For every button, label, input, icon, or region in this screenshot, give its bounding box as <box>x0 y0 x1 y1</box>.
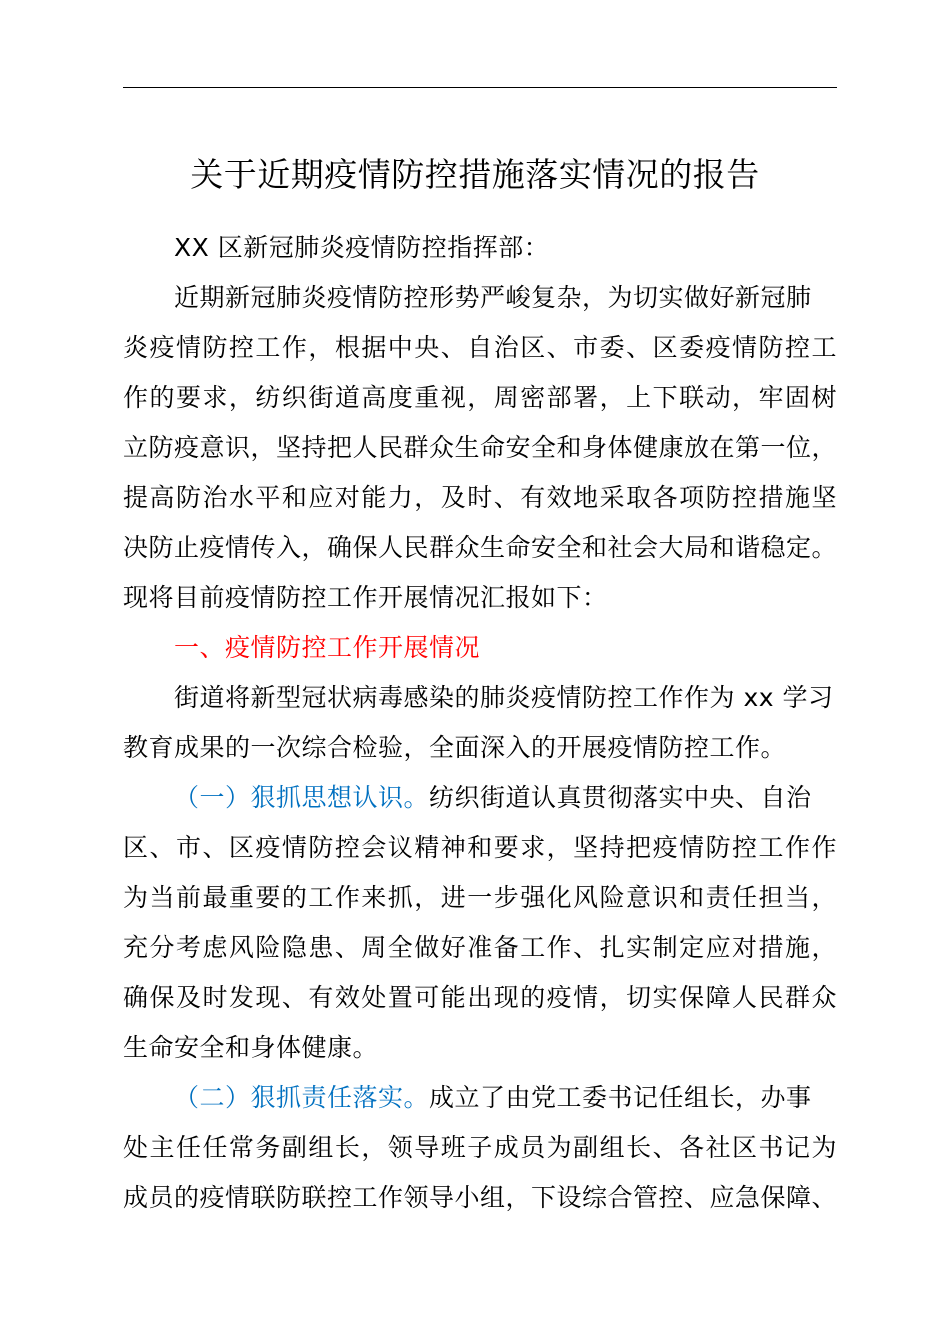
intro-line: 近期新冠肺炎疫情防控形势严峻复杂，为切实做好新冠肺 <box>174 283 812 312</box>
intro-line: 现将目前疫情防控工作开展情况汇报如下： <box>123 583 608 612</box>
subsection-line: 确保及时发现、有效处置可能出现的疫情，切实保障人民群众 <box>123 983 837 1012</box>
intro-line: 作的要求，纺织街道高度重视，周密部署，上下联动，牢固树 <box>123 383 837 412</box>
subsection-first-line <box>174 1080 812 1116</box>
subsection-line: 生命安全和身体健康。 <box>123 1033 379 1062</box>
subsection-line: 处主任任常务副组长，领导班子成员为副组长、各社区书记为 <box>123 1133 837 1162</box>
subsection-line: 为当前最重要的工作来抓，进一步强化风险意识和责任担当， <box>123 883 837 912</box>
intro-line: 炎疫情防控工作，根据中央、自治区、市委、区委疫情防控工 <box>123 333 837 362</box>
intro-line: 立防疫意识，坚持把人民群众生命安全和身体健康放在第一位， <box>123 433 838 462</box>
section-line: 街道将新型冠状病毒感染的肺炎疫情防控工作作为 xx 学习 <box>174 683 834 712</box>
intro-line: 决防止疫情传入，确保人民群众生命安全和社会大局和谐稳定。 <box>123 533 838 562</box>
subsection-first-line <box>174 780 812 816</box>
subsection-line: 充分考虑风险隐患、周全做好准备工作、扎实制定应对措施， <box>123 933 837 962</box>
subsection-text: 成立了由党工委书记任组长，办事 <box>429 1083 812 1112</box>
document-title: 关于近期疫情防控措施落实情况的报告 <box>190 155 760 194</box>
section-heading: 一、疫情防控工作开展情况 <box>174 633 481 662</box>
section-line: 教育成果的一次综合检验，全面深入的开展疫情防控工作。 <box>123 733 787 762</box>
subsection-heading: （二）狠抓责任落实。 <box>174 1083 430 1112</box>
subsection-text: 纺织街道认真贯彻落实中央、自治 <box>429 783 812 812</box>
intro-line: 提高防治水平和应对能力，及时、有效地采取各项防控措施坚 <box>123 483 837 512</box>
header-rule <box>123 87 837 88</box>
addressee: XX 区新冠肺炎疫情防控指挥部： <box>174 233 550 262</box>
subsection-line: 成员的疫情联防联控工作领导小组，下设综合管控、应急保障、 <box>123 1183 838 1212</box>
subsection-heading: （一）狠抓思想认识。 <box>174 783 430 812</box>
subsection-line: 区、市、区疫情防控会议精神和要求，坚持把疫情防控工作作 <box>123 833 837 862</box>
